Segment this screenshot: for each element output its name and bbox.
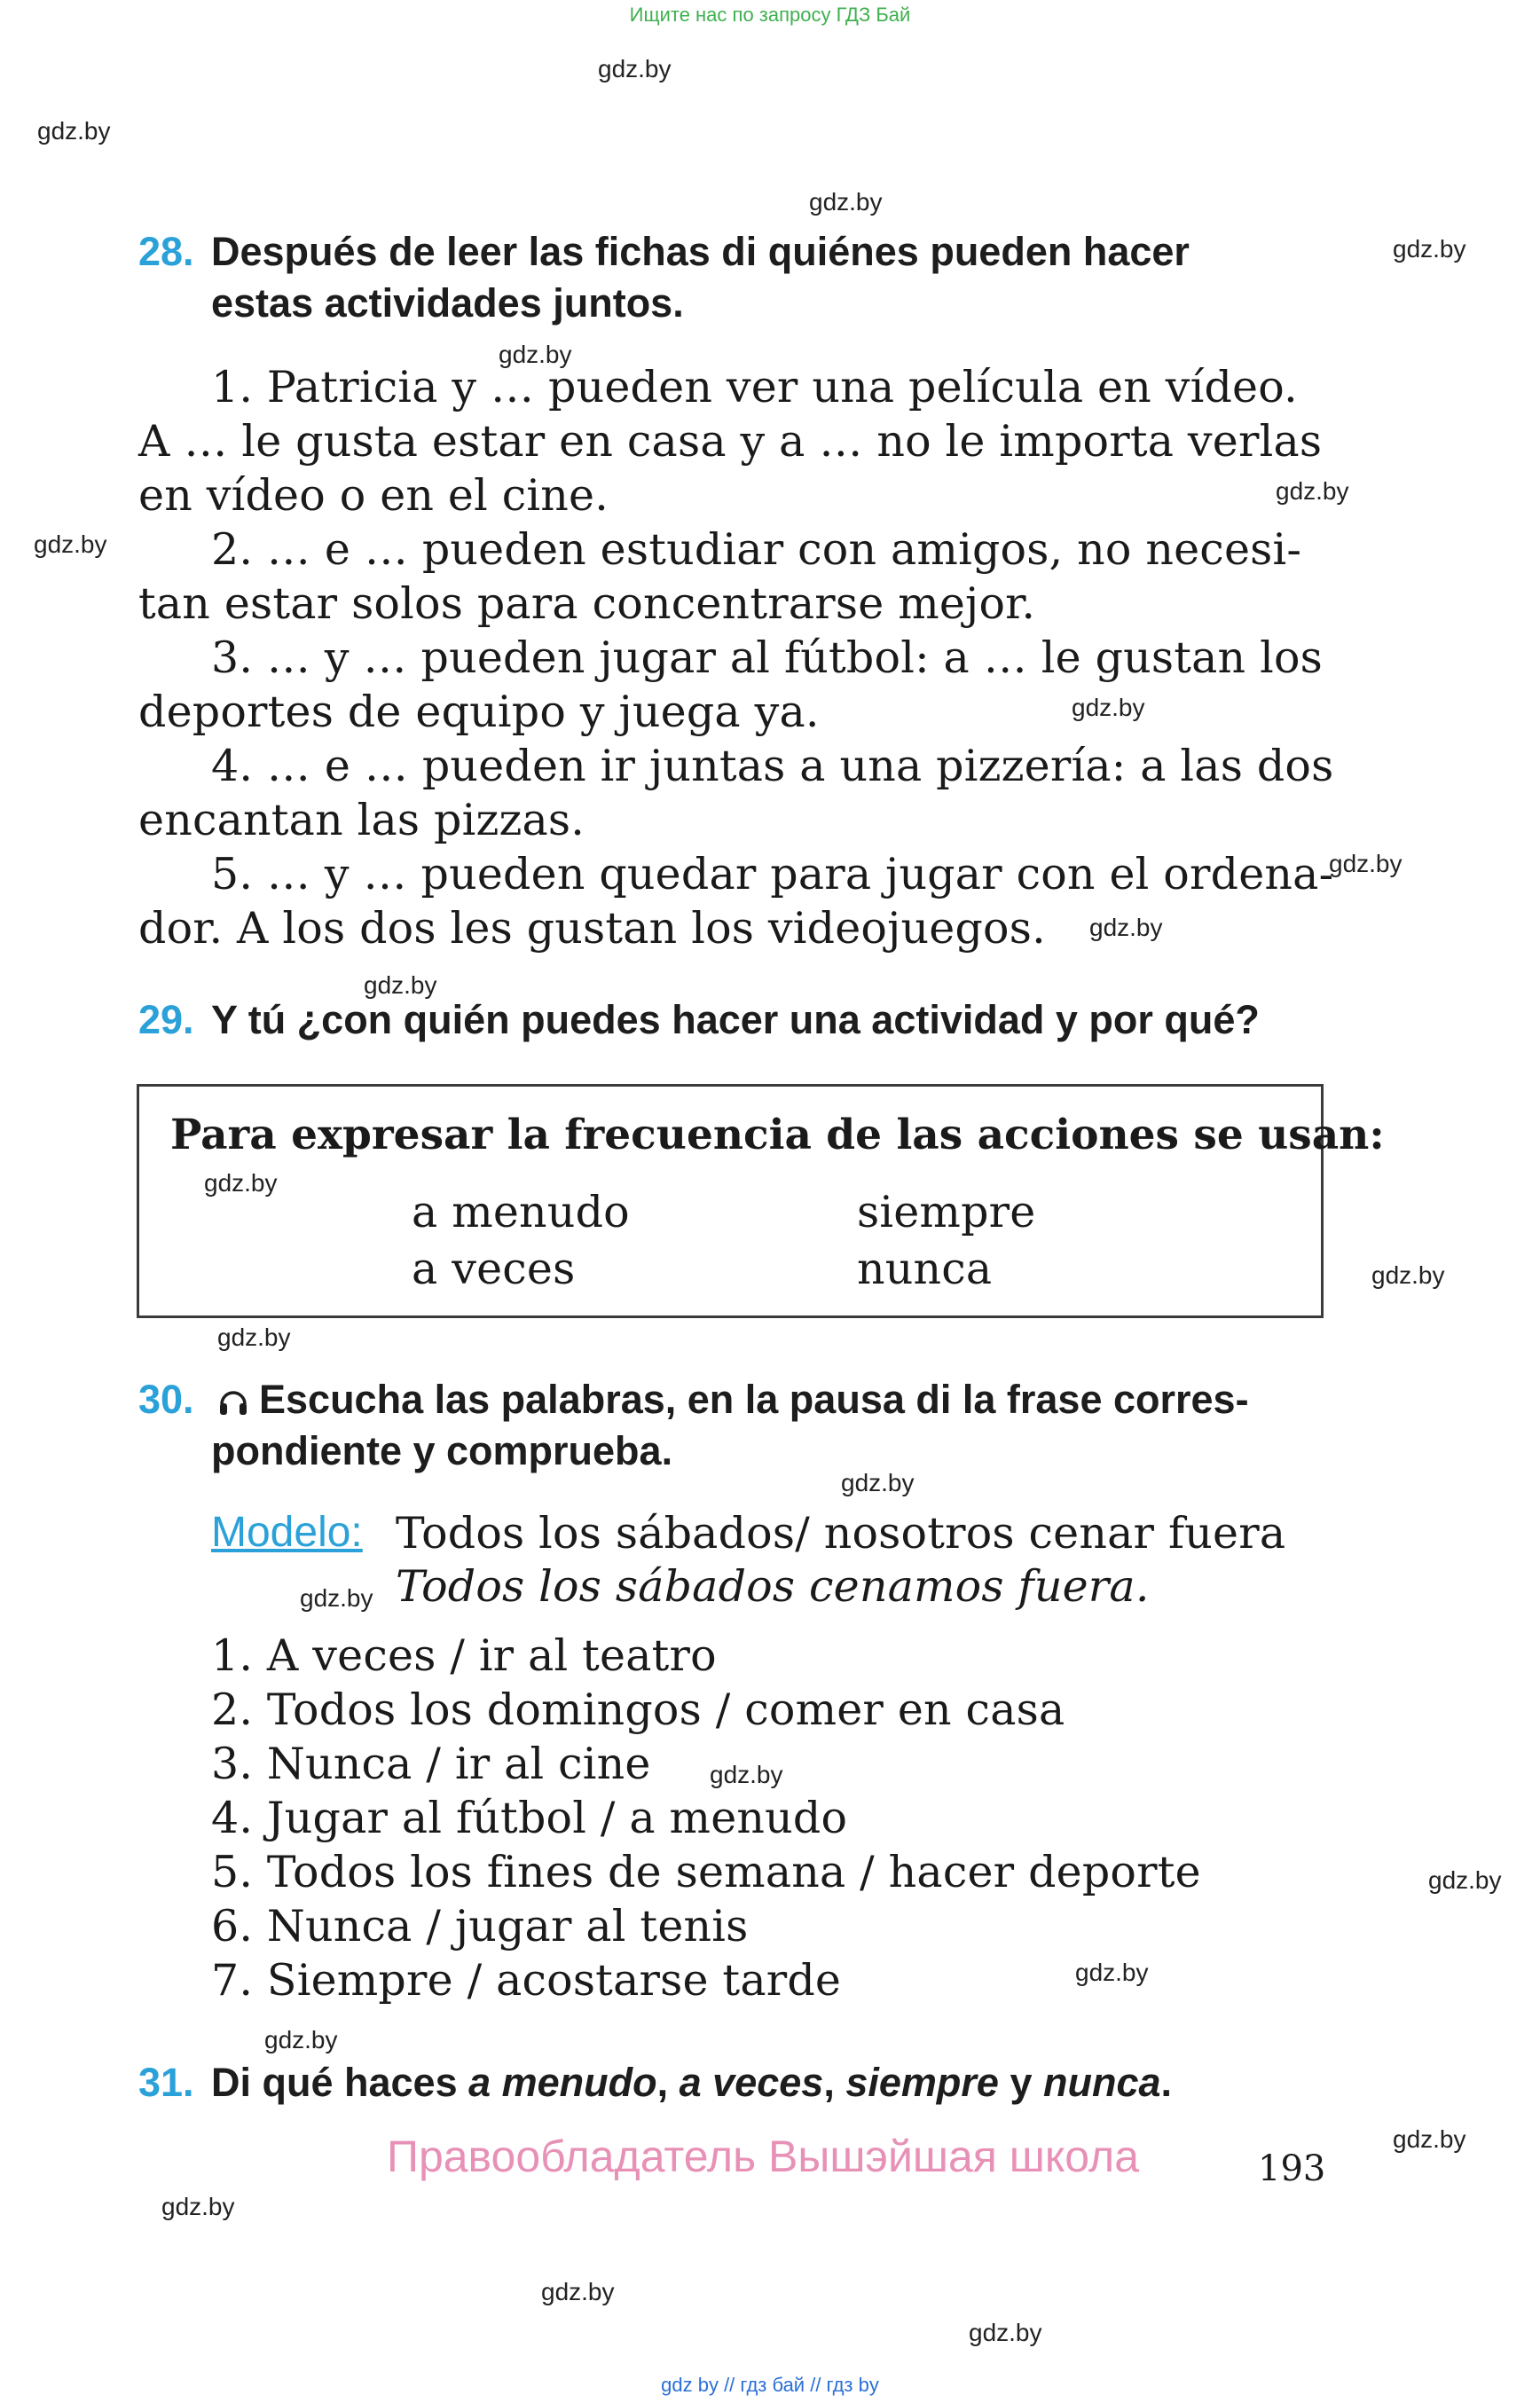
headphones-icon[interactable] (216, 1385, 250, 1418)
modelo-text: Todos los sábados/ nosotros cenar fuera (396, 1508, 1286, 1559)
exercise-item: 4. Jugar al fútbol / a menudo (211, 1793, 848, 1843)
watermark: gdz.by (841, 1469, 915, 1496)
body-line: 2. … e … pueden estudiar con amigos, no necesi- (211, 524, 1302, 575)
title-part: , (656, 2060, 680, 2105)
frequency-word: a menudo (412, 1187, 630, 1237)
bottom-links[interactable]: gdz by // гдз бай // гдз by (661, 2374, 879, 2396)
exercise-title: Después de leer las fichas di quiénes pueden hacer (211, 229, 1190, 274)
title-part: , (823, 2060, 846, 2105)
watermark: gdz.by (1075, 1959, 1149, 1986)
watermark: gdz.by (37, 117, 111, 145)
frequency-term: siempre (845, 2060, 999, 2105)
exercise-item: 6. Nunca / jugar al tenis (211, 1901, 749, 1951)
watermark: gdz.by (34, 530, 107, 558)
watermark: gdz.by (1276, 477, 1349, 505)
exercise-title: estas actividades juntos. (211, 280, 684, 326)
frequency-word: siempre (857, 1187, 1036, 1237)
watermark: gdz.by (1089, 914, 1163, 941)
watermark: gdz.by (809, 188, 883, 216)
top-banner[interactable]: Ищите нас по запросу ГДЗ Бай (629, 4, 911, 26)
page-number: 193 (1258, 2148, 1326, 2189)
frequency-term: nunca (1043, 2060, 1161, 2105)
watermark: gdz.by (217, 1323, 291, 1351)
watermark: gdz.by (1371, 1261, 1445, 1289)
title-part: Di qué haces (211, 2060, 469, 2105)
exercise-number: 30. (138, 1377, 194, 1422)
frequency-word: a veces (412, 1244, 576, 1294)
frequency-word: nunca (857, 1244, 993, 1294)
title-part: . (1160, 2060, 1173, 2105)
body-line: 3. … y … pueden jugar al fútbol: a … le gustan los (211, 632, 1323, 683)
watermark: gdz.by (161, 2193, 235, 2220)
modelo-link[interactable]: Modelo: (211, 1509, 363, 1556)
body-line: dor. A los dos les gustan los videojuegos. (138, 903, 1046, 954)
exercise-item: 2. Todos los domingos / comer en casa (211, 1684, 1065, 1735)
body-line: encantan las pizzas. (138, 795, 585, 845)
copyright-notice: Правообладатель Вышэйшая школа (387, 2132, 1139, 2181)
exercise-number: 31. (138, 2060, 194, 2105)
frequency-term: a veces (679, 2060, 824, 2105)
watermark: gdz.by (264, 2026, 338, 2054)
watermark: gdz.by (1072, 694, 1145, 721)
body-line: 4. … e … pueden ir juntas a una pizzería: a las dos (211, 741, 1334, 791)
watermark: gdz.by (710, 1761, 783, 1788)
watermark: gdz.by (364, 971, 437, 999)
exercise-item: 1. A veces / ir al teatro (211, 1630, 717, 1681)
body-line: tan estar solos para concentrarse mejor. (138, 578, 1036, 629)
frequency-term: a menudo (468, 2060, 657, 2105)
watermark: gdz.by (1393, 235, 1466, 263)
watermark: gdz.by (541, 2278, 615, 2305)
watermark: gdz.by (499, 341, 572, 368)
exercise-title: Escucha las palabras, en la pausa di la frase corres- (259, 1377, 1249, 1422)
watermark: gdz.by (598, 55, 672, 82)
body-line: 1. Patricia y … pueden ver una película en vídeo. (211, 362, 1298, 412)
body-line: A … le gusta estar en casa y a … no le importa verlas (138, 416, 1323, 467)
body-line: deportes de equipo y juega ya. (138, 687, 820, 737)
watermark: gdz.by (1393, 2125, 1466, 2153)
exercise-item: 3. Nunca / ir al cine (211, 1739, 651, 1789)
exercise-number: 29. (138, 997, 194, 1042)
exercise-item: 7. Siempre / acostarse tarde (211, 1955, 842, 2006)
exercise-title: pondiente y comprueba. (211, 1428, 673, 1473)
exercise-title (211, 2060, 1172, 2106)
watermark: gdz.by (1428, 1866, 1502, 1894)
title-part: y (998, 2060, 1043, 2105)
exercise-title: Y tú ¿con quién puedes hacer una actividad y por qué? (211, 997, 1260, 1042)
watermark: gdz.by (969, 2319, 1042, 2346)
watermark: gdz.by (300, 1584, 373, 1612)
exercise-number: 28. (138, 229, 194, 274)
body-line: 5. … y … pueden quedar para jugar con el ordena- (211, 849, 1334, 899)
body-line: en vídeo o en el cine. (138, 470, 609, 521)
modelo-answer: Todos los sábados cenamos fuera. (396, 1561, 1150, 1612)
box-title: Para expresar la frecuencia de las acciones se usan: (170, 1111, 1385, 1159)
exercise-item: 5. Todos los fines de semana / hacer deporte (211, 1847, 1201, 1897)
watermark: gdz.by (1329, 850, 1402, 877)
watermark: gdz.by (204, 1169, 278, 1197)
